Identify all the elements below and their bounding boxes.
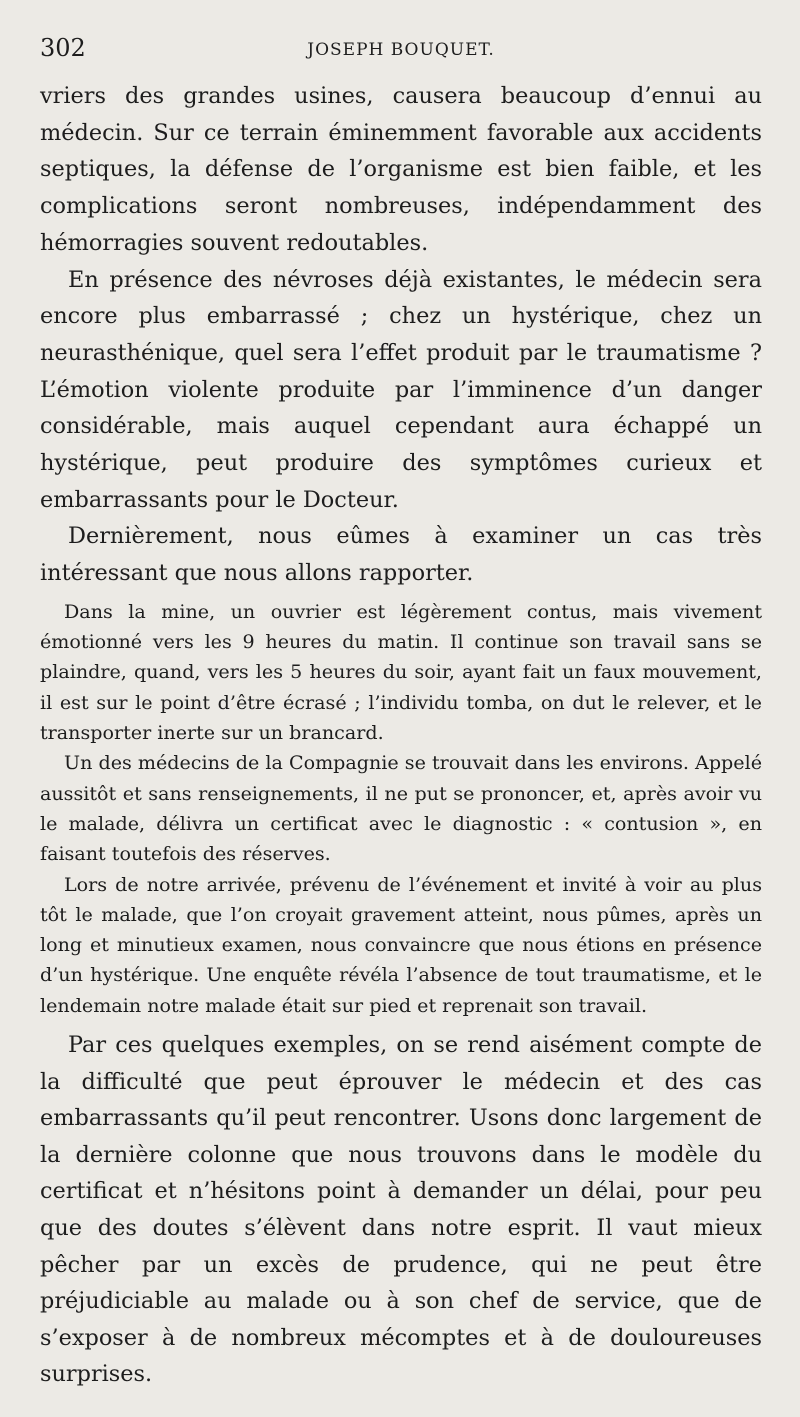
- case-report-paragraph: Dans la mine, un ouvrier est légèrement contus, mais vivement émotionné vers les 9 heures du matin. Il continue son travail sans se plaindre, quand, vers les 5 heures du soir, ayant fait un faux mouvement, il est sur le point d’être écrasé ; l’individu tomba, on dut le relever, et le transporter inerte sur un brancard.: [40, 599, 762, 745]
- conclusion-paragraph: Par ces quelques exemples, on se rend aisément compte de la difficulté que peut éprouver le médecin et des cas embarrassants qu’il peut rencontrer. Usons donc largement de la dernière colonne que nous trouvons dans le modèle du certificat et n’hésitons point à demander un délai, pour peu que des doutes s’élèvent dans notre esprit. Il vaut mieux pêcher par un excès de prudence, qui ne peut être préjudiciable au malade ou à son chef de service, que de s’exposer à de nombreux mécomptes et à de douloureuses surprises.: [40, 1032, 762, 1388]
- case-report: [40, 597, 762, 1021]
- conclusion: [40, 1027, 762, 1393]
- page-header: [40, 34, 762, 78]
- main-text: [40, 78, 762, 592]
- case-report-paragraph: Lors de notre arrivée, prévenu de l’événement et invité à voir au plus tôt le malade, que l’on croyait gravement atteint, nous pûmes, après un long et minutieux examen, nous convaincre que nous étions en présence d’un hystérique. Une enquête révéla l’absence de tout traumatisme, et le lendemain notre malade était sur pied et reprenait son travail.: [40, 872, 762, 1017]
- page-number: 302: [40, 34, 86, 62]
- paragraph-neuroses: En présence des névroses déjà existantes, le médecin sera encore plus embarrassé ; chez un hystérique, chez un neurasthénique, quel sera l’effet produit par le traumatisme ? L’émotion violente produite par l’imminence d’un danger considérable, mais auquel cependant aura échappé un hystérique, peut produire des symptômes curieux et embarrassants pour le Docteur.: [40, 266, 762, 513]
- running-head: JOSEPH BOUQUET.: [307, 40, 495, 60]
- paragraph-continuation: vriers des grandes usines, causera beaucoup d’ennui au médecin. Sur ce terrain éminemment favorable aux accidents septiques, la défense de l’organisme est bien faible, et les complications seront nombreuses, indépendamment des hémorragies souvent redoutables.: [40, 83, 762, 256]
- paragraph-case-intro: Dernièrement, nous eûmes à examiner un cas très intéressant que nous allons rapporter.: [40, 523, 762, 587]
- case-report-paragraph: Un des médecins de la Compagnie se trouvait dans les environs. Appelé aussitôt et sans renseignements, il ne put se prononcer, et, après avoir vu le malade, délivra un certificat avec le diagnostic : « contusion », en faisant toutefois des réserves.: [40, 751, 762, 866]
